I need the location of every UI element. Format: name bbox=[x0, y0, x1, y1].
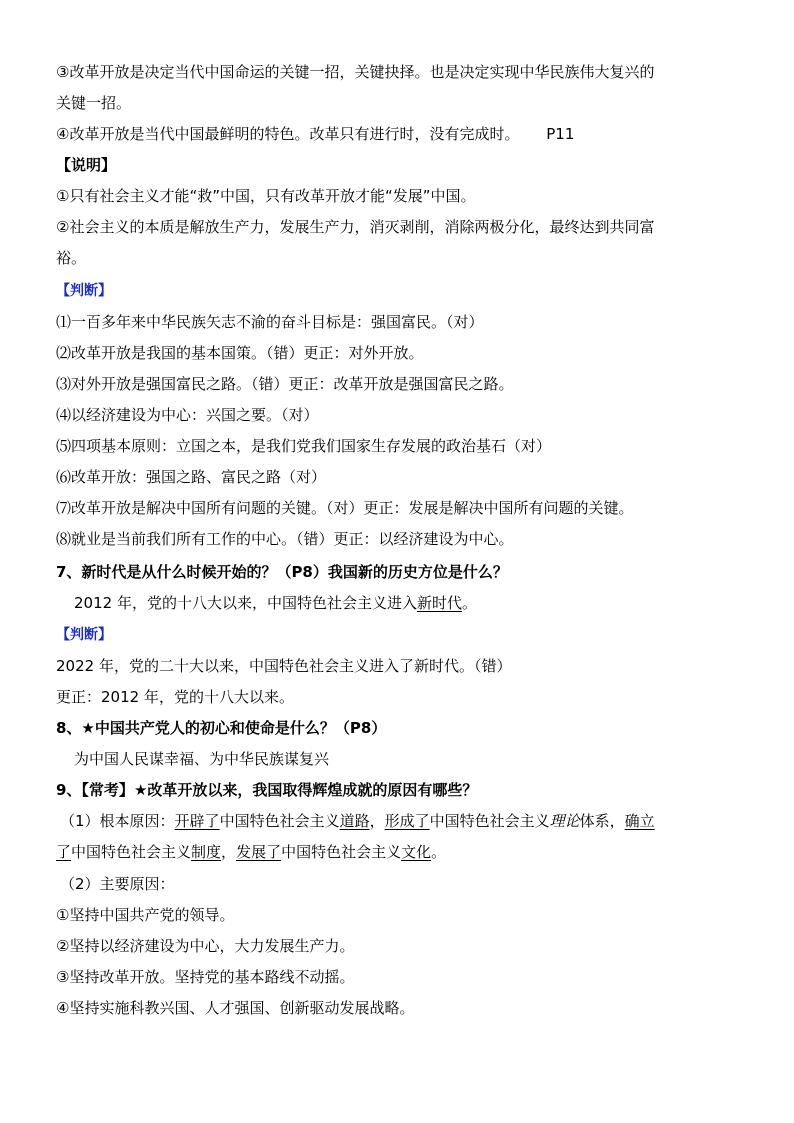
q9-keyword: 发展了 bbox=[236, 843, 282, 861]
q9-keyword: 道路 bbox=[339, 812, 370, 830]
q9-text: ， bbox=[221, 843, 237, 861]
q9-text: 。 bbox=[431, 843, 447, 861]
explain-heading: 【说明】 bbox=[56, 156, 117, 174]
q9-root-cause-line-1 bbox=[60, 811, 744, 831]
q9-text: 中国特色社会主义 bbox=[429, 812, 550, 830]
intro-line-1: ③改革开放是决定当代中国命运的关键一招，关键抉择。也是决定实现中华民族伟大复兴的 bbox=[56, 63, 655, 81]
q9-main-label: （2）主要原因： bbox=[60, 875, 175, 893]
question-7-answer bbox=[74, 593, 744, 613]
explain-line-2: ②社会主义的本质是解放生产力，发展生产力，消灭剥削，消除两极分化，最终达到共同富 bbox=[56, 218, 655, 236]
question-8-title: 8、★中国共产党人的初心和使命是什么？（P8） bbox=[56, 719, 387, 737]
q9-text: ， bbox=[369, 812, 385, 830]
intro-line-3 bbox=[56, 124, 744, 144]
q9-text: 中国特色社会主义 bbox=[219, 812, 340, 830]
q7-answer-text: 2012 年，党的十八大以来，中国特色社会主义进入 bbox=[74, 594, 417, 612]
q7-answer-keyword: 新时代 bbox=[416, 594, 462, 612]
q9-keyword-italic: 理论 bbox=[549, 812, 580, 830]
q9-keyword: 确立 bbox=[624, 812, 655, 830]
q9-text: 中国特色社会主义 bbox=[281, 843, 402, 861]
q9-root-label: （1）根本原因： bbox=[60, 812, 175, 830]
q9-keyword: 文化 bbox=[401, 843, 432, 861]
explain-line-3: 裕。 bbox=[56, 249, 87, 267]
q9-keyword: 开辟了 bbox=[174, 812, 220, 830]
q9-text: 中国特色社会主义 bbox=[71, 843, 192, 861]
q9-text: 体系， bbox=[579, 812, 625, 830]
explain-line-1: ①只有社会主义才能“救”中国，只有改革开放才能“发展”中国。 bbox=[56, 187, 476, 205]
q9-keyword: 形成了 bbox=[384, 812, 430, 830]
judge-item: ⑺改革开放是解决中国所有问题的关键。（对）更正：发展是解决中国所有问题的关键。 bbox=[56, 499, 634, 517]
judge-heading-1: 【判断】 bbox=[56, 283, 112, 299]
q9-main-item: ②坚持以经济建设为中心，大力发展生产力。 bbox=[56, 937, 355, 955]
judge-item: ⑹改革开放：强国之路、富民之路（对） bbox=[56, 468, 327, 486]
question-7-title: 7、新时代是从什么时候开始的？（P8）我国新的历史方位是什么？ bbox=[56, 563, 508, 581]
judge2-line-1: 2022 年，党的二十大以来，中国特色社会主义进入了新时代。（错） bbox=[56, 657, 512, 675]
q9-main-item: ④坚持实施科教兴国、人才强国、创新驱动发展战略。 bbox=[56, 999, 415, 1017]
judge-item: ⑵改革开放是我国的基本国策。（错）更正：对外开放。 bbox=[56, 344, 424, 362]
judge-heading-2: 【判断】 bbox=[56, 627, 112, 643]
judge2-line-2: 更正：2012 年，党的十八大以来。 bbox=[56, 688, 294, 706]
judge-item: ⑴一百多年来中华民族矢志不渝的奋斗目标是：强国富民。（对） bbox=[56, 313, 484, 331]
q9-keyword: 了 bbox=[56, 843, 72, 861]
intro-line-3-text: ④改革开放是当代中国最鲜明的特色。改革只有进行时，没有完成时。 bbox=[56, 125, 520, 143]
q7-answer-end: 。 bbox=[461, 594, 477, 612]
question-9-title: 9、【常考】★改革开放以来，我国取得辉煌成就的原因有哪些？ bbox=[56, 781, 478, 799]
q9-root-cause-line-2 bbox=[56, 842, 744, 862]
page-reference: P11 bbox=[546, 125, 575, 143]
judge-item: ⑸四项基本原则：立国之本，是我们党我们国家生存发展的政治基石（对） bbox=[56, 437, 552, 455]
q9-keyword: 制度 bbox=[191, 843, 222, 861]
judge-item: ⑷以经济建设为中心：兴国之要。（对） bbox=[56, 406, 319, 424]
judge-item: ⑻就业是当前我们所有工作的中心。（错）更正：以经济建设为中心。 bbox=[56, 530, 514, 548]
q9-main-item: ①坚持中国共产党的领导。 bbox=[56, 906, 235, 924]
intro-line-2: 关键一招。 bbox=[56, 94, 132, 112]
judge-item: ⑶对外开放是强国富民之路。（错）更正：改革开放是强国富民之路。 bbox=[56, 375, 514, 393]
question-8-answer: 为中国人民谋幸福、为中华民族谋复兴 bbox=[74, 750, 330, 768]
q9-main-item: ③坚持改革开放。坚持党的基本路线不动摇。 bbox=[56, 968, 355, 986]
